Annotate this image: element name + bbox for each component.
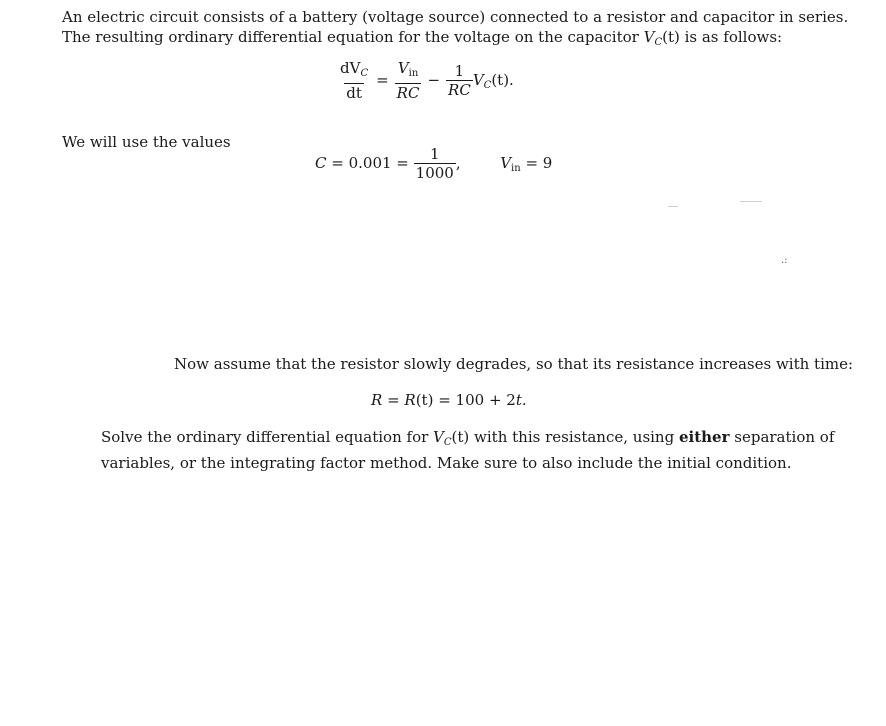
one-over-rc-fraction: $\frac{1}{RC}$ <box>448 62 471 99</box>
values-label: We will use the values <box>62 133 231 151</box>
resistance-equation: R = R(t) = 100 + 2t. <box>371 391 527 409</box>
solve-line-1: Solve the ordinary differential equation for $V_C(t)$ with this resistance, using either separation of <box>101 428 835 448</box>
solve-line-2: variables, or the integrating factor method. Make sure to also include the initial condition. <box>101 454 792 472</box>
values-equation: C = 0.001 = $\frac{1}{1000}$ , $V_{in} = 9$ <box>315 145 553 182</box>
vin-over-rc-fraction: $\frac{V_{in}}{RC}$ <box>396 59 420 102</box>
solve-paragraph <box>101 427 834 473</box>
one-over-thousand-fraction: $\frac{1}{1000}$ <box>415 145 454 182</box>
intro-line-2: The resulting ordinary differential equation for the voltage on the capacitor $V_C(t)$ is as follows: <box>62 28 783 48</box>
lhs-fraction: $\frac{dV_C}{dt}$ <box>340 59 369 102</box>
ode-equation: $\frac{dV_C}{dt}$ = $\frac{V_{in}}{RC}$ − $\frac{1}{RC}$ $V_C(t)$. <box>340 59 514 102</box>
scan-artifact-dash <box>740 201 762 202</box>
stray-mark: .: <box>781 255 788 266</box>
resistor-text: Now assume that the resistor slowly degrades, so that its resistance increases with time: <box>174 355 854 373</box>
intro-line-1: An electric circuit consists of a battery (voltage source) connected to a resistor and capacitor in series. <box>62 8 849 26</box>
scan-artifact-dash <box>668 206 678 207</box>
intro-paragraph <box>62 7 848 53</box>
